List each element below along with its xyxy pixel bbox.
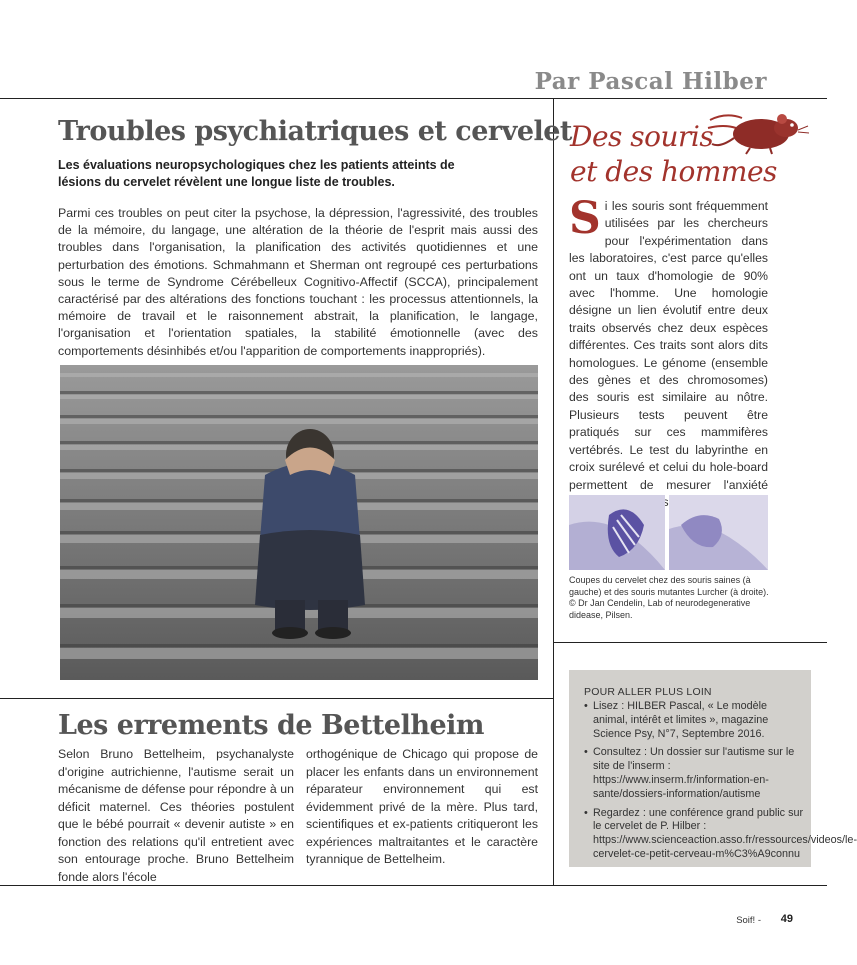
sidebar-title-line1: Des souris [570, 120, 714, 153]
image-caption: Coupes du cervelet chez des souris saines (à gauche) et des souris mutantes Lurcher (à droite). © Dr Jan Cendelin, Lab of neurodegenerative didease, Pilsen. [569, 575, 769, 620]
article2-title: Les errements de Bettelheim [58, 710, 484, 741]
sidebar-title-line2: et des hommes [570, 155, 777, 188]
stairs-photo-art [60, 365, 538, 680]
article2-column-right: orthogénique de Chicago qui propose de placer les enfants dans un environnement réparateur environnement qui est évidemment privé de la mère. Plus tard, scientifiques et ex-patients critiqueront les expériences maltraitantes et le caractère tyrannique de Bettelheim. [306, 747, 538, 866]
mouse-illustration-icon [706, 108, 810, 158]
sidebar-divider-rule [553, 642, 827, 643]
list-item: • Regardez : une conférence grand public sur le cervelet de P. Hilber : https://www.scienceaction.asso.fr/ressources/videos/le-cervelet-ce-petit-cerveau-m%C3%A9connu [584, 807, 804, 862]
further-reading-title: POUR ALLER PLUS LOIN [584, 686, 712, 698]
sidebar-text-body: i les souris sont fréquemment utilisées par les chercheurs pour l'expérimentation dans les laboratoires, c'est parce qu'elles ont un taux d'homologie de 90% avec l'homme. Une homologie désigne un lien évolutif entre deux traits observés chez deux espèces différentes. Ces traits sont alors dits homologues. Le génome (ensemble des gènes et des chromosomes) des souris est similaire au nôtre. Plusieurs tests peuvent être pratiqués sur ces mammifères vertébrés. Le test du labyrinthe en croix surélevé et celui du hole-board permettent de mesurer l'anxiété [569, 199, 768, 492]
article-title: Troubles psychiatriques et cervelet [58, 116, 572, 147]
cerebellum-image-healthy [569, 495, 665, 570]
page-number: 49 [780, 913, 793, 925]
sidebar-dropcap: S [569, 193, 601, 244]
further-reading-list [584, 700, 857, 867]
list-item: • Lisez : HILBER Pascal, « Le modèle animal, intérêt et limites », magazine Science Psy, N°7, Septembre 2016. [584, 700, 804, 741]
header-rule [0, 98, 827, 99]
cerebellum-image-mutant [669, 495, 768, 570]
footer-magazine: Soif! - [736, 915, 761, 926]
article-divider-rule [0, 698, 553, 699]
article-lead: Les évaluations neuropsychologiques chez les patients atteints de lésions du cervelet révèlent une longue liste de troubles. [58, 158, 455, 189]
list-item: • Consultez : Un dossier sur l'autisme sur le site de l'inserm : https://www.inserm.fr/information-en-sante/dossiers-information/autisme [584, 746, 804, 801]
article2-column-left: Selon Bruno Bettelheim, psychanalyste d'origine autrichienne, l'autisme serait un mécanisme de défense pour répondre à un déficit maternel. Ces théories postulent que le bébé pourrait « devenir autiste » en fonction des relations qu'il entretient avec son entourage proche. Bruno Bettelheim fonde alors l'école [58, 747, 294, 884]
article-body: Parmi ces troubles on peut citer la psychose, la dépression, l'agressivité, des troubles de la mémoire, du langage, une altération de la théorie de l'esprit mais aussi des troubles dans l'organisation, la planification des activités quotidiennes et une perturbation des émotions. Schmahmann et Sherman ont regroupé ces perturbations sous le terme de Syndrome Cérébelleux Cognitivo-Affectif (SCCA), principalement caractérisé par des altérations des fonctions touchant : les processus attentionnels, la mémoire de travail et le raisonnement abstrait, la planification, le langage, l'organisation et l'orientation spatiales, la stabilité émotionnelle (avec des comportements désinhibés et/ou l'apparition de comportements inappropriés). [58, 206, 538, 358]
sidebar-text [569, 193, 768, 511]
column-divider [553, 98, 554, 886]
stairs-photo [60, 365, 538, 680]
author-byline: Par Pascal Hilber [534, 68, 767, 95]
